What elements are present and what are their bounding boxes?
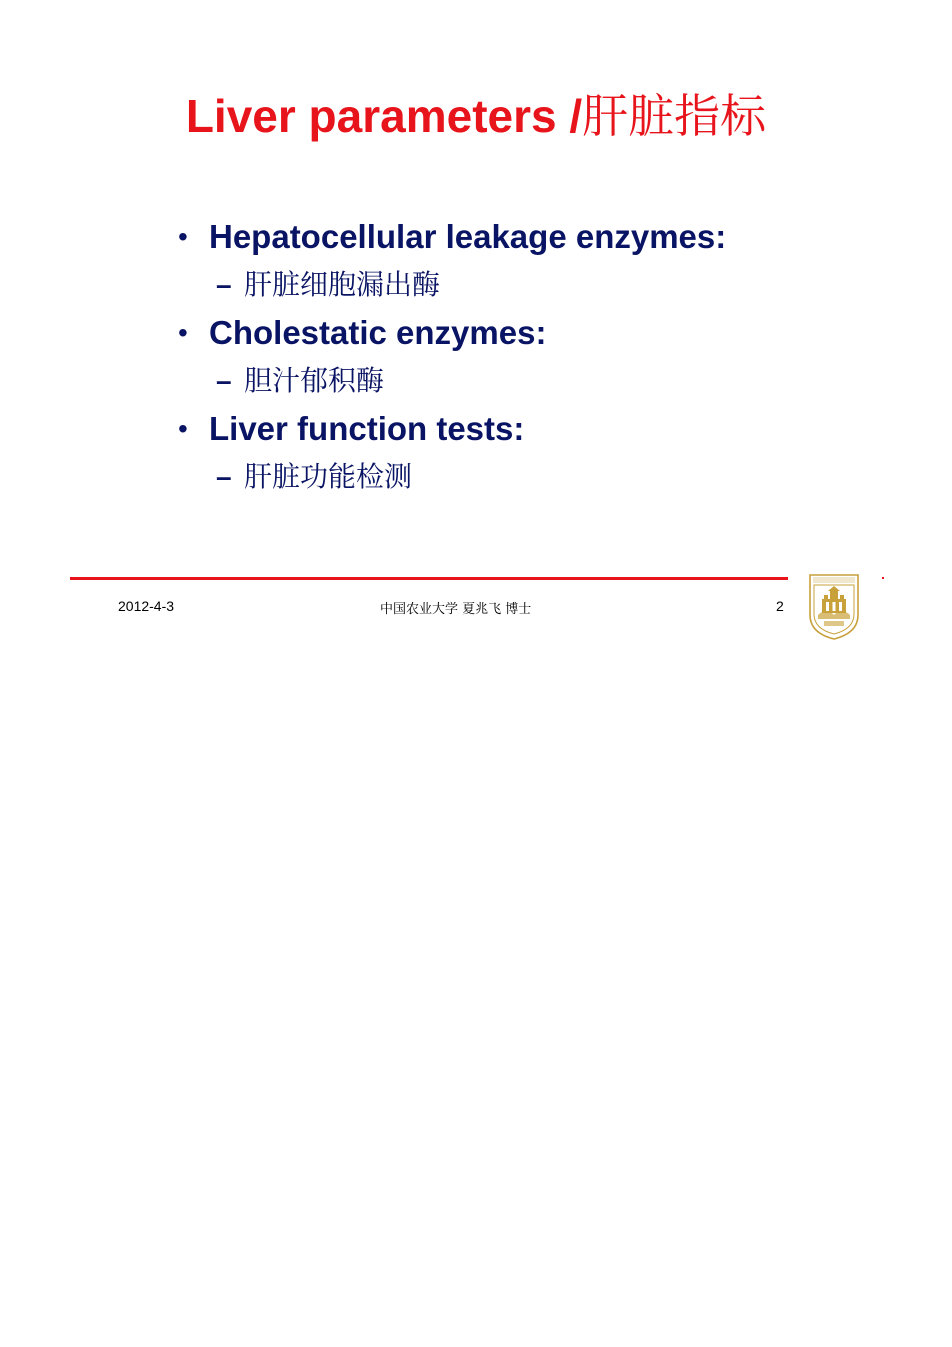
sub-item — [178, 358, 858, 404]
slide-title — [0, 80, 952, 146]
sub-marker: – — [216, 461, 232, 492]
sub-marker: – — [216, 365, 232, 396]
bullet-marker: • — [178, 221, 188, 252]
slide-title-cjk: 肝脏指标 — [582, 90, 767, 142]
slide — [0, 0, 952, 660]
sub-label: 胆汁郁积酶 — [244, 364, 385, 397]
slide-title-latin: Liver parameters / — [185, 90, 583, 142]
footer-divider — [70, 577, 788, 580]
bullet-item — [178, 212, 858, 262]
sub-item — [178, 454, 858, 500]
sub-label: 肝脏功能检测 — [244, 460, 413, 493]
footer-author: 中国农业大学 夏兆飞 博士 — [380, 602, 532, 617]
footer-date: 2012-4-3 — [118, 598, 175, 614]
sub-marker: – — [216, 269, 232, 300]
bullet-item — [178, 308, 858, 358]
bullet-list — [178, 212, 858, 500]
university-seal-icon — [806, 571, 862, 641]
bullet-label: Cholestatic enzymes: — [209, 314, 547, 351]
bullet-marker: • — [178, 317, 188, 348]
bullet-label: Liver function tests: — [209, 410, 525, 447]
bullet-marker: • — [178, 413, 188, 444]
bullet-label: Hepatocellular leakage enzymes: — [209, 218, 727, 255]
page-number: 2 — [776, 598, 784, 614]
sub-label: 肝脏细胞漏出酶 — [244, 268, 441, 301]
sub-item — [178, 262, 858, 308]
bullet-item — [178, 404, 858, 454]
footer-divider-end — [882, 577, 884, 579]
